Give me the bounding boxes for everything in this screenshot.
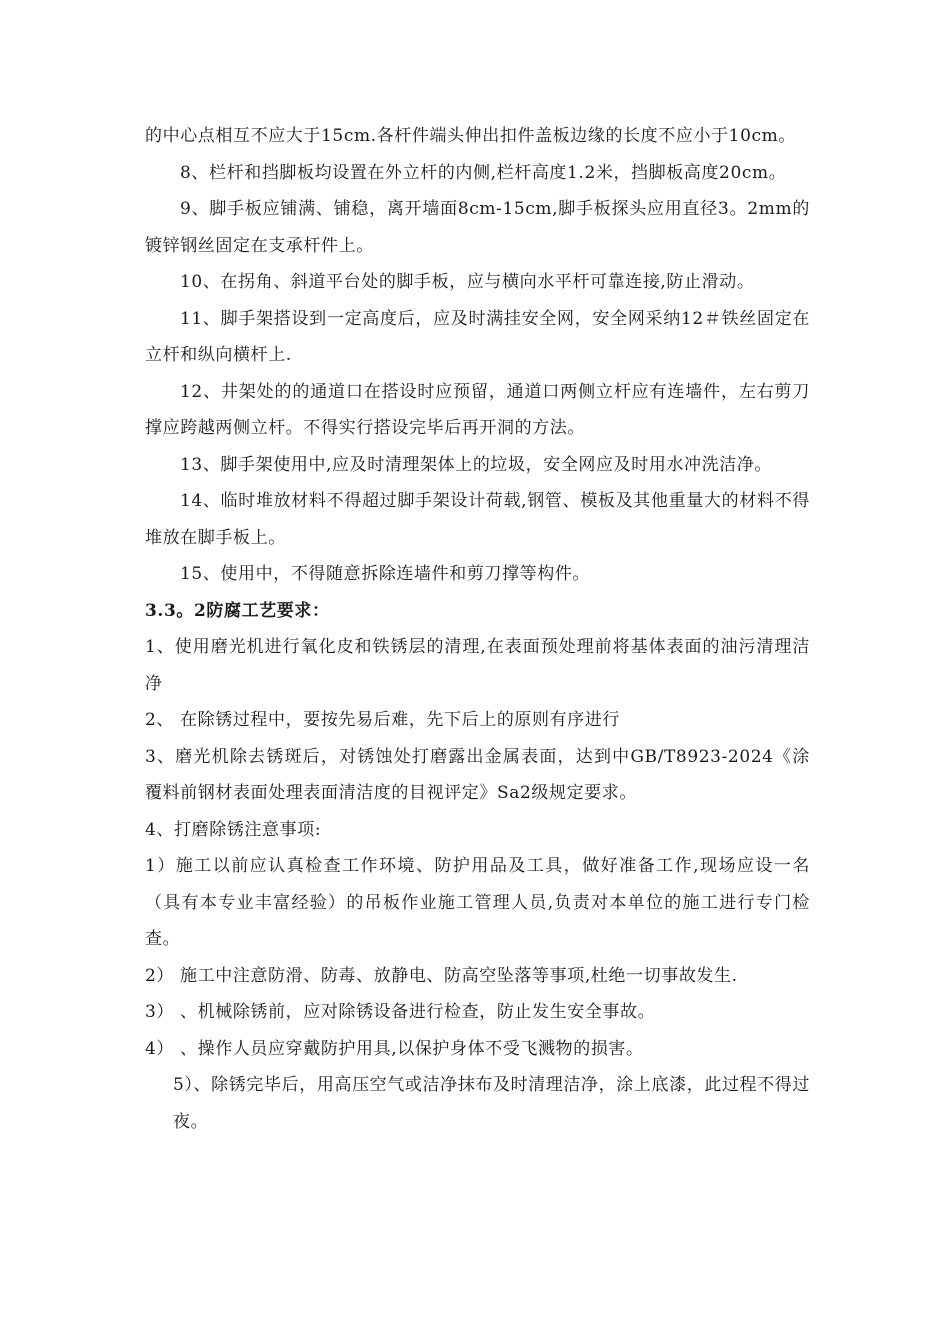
paragraph-item-11: 11、脚手架搭设到一定高度后，应及时满挂安全网，安全网采纳12＃铁丝固定在立杆和纵向横杆上. [145,308,810,365]
paragraph-item-15: 15、使用中，不得随意拆除连墙件和剪刀撑等构件。 [180,564,591,584]
paragraph-item-12: 12、井架处的的通道口在搭设时应预留，通道口两侧立杆应有连墙件，左右剪刀撑应跨越两侧立杆。不得实行搭设完毕后再开洞的方法。 [145,381,810,438]
paragraph-item-10: 10、在拐角、斜道平台处的脚手板，应与横向水平杆可靠连接,防止滑动。 [180,272,755,292]
list-item-3: 3、磨光机除去锈斑后，对锈蚀处打磨露出金属表面，达到中GB/T8923-2024《涂覆料前钢材表面处理表面清洁度的目视评定》Sa2级规定要求。 [145,746,810,803]
document-body [145,118,810,1140]
sub-item-5: 5）、除锈完毕后，用高压空气或洁净抹布及时清理洁净，涂上底漆，此过程不得过夜。 [173,1075,810,1132]
sub-item-2: 2） 施工中注意防滑、防毒、放静电、防高空坠落等事项,杜绝一切事故发生. [145,965,738,986]
paragraph-item-9: 9、脚手板应铺满、铺稳，离开墙面8cm-15cm,脚手板探头应用直径3。2mm的镀锌钢丝固定在支承杆件上。 [145,199,810,256]
list-item-1: 1、使用磨光机进行氧化皮和铁锈层的清理,在表面预处理前将基体表面的油污清理洁净 [145,637,810,694]
section-heading: 3.3。2防腐工艺要求： [145,600,330,621]
list-item-2: 2、 在除锈过程中，要按先易后难，先下后上的原则有序进行 [145,710,621,730]
paragraph-continuation: 的中心点相互不应大于15cm.各杆件端头伸出扣件盖板边缘的长度不应小于10cm。 [145,126,796,146]
paragraph-item-13: 13、脚手架使用中,应及时清理架体上的垃圾，安全网应及时用水冲洗洁净。 [180,454,773,475]
sub-item-4: 4） 、操作人员应穿戴防护用具,以保护身体不受飞溅物的损害。 [145,1038,644,1059]
paragraph-item-14: 14、临时堆放材料不得超过脚手架设计荷载,钢管、模板及其他重量大的材料不得堆放在脚手板上。 [145,491,810,548]
sub-item-1: 1）施工以前应认真检查工作环境、防护用品及工具，做好准备工作,现场应设一名（具有本专业丰富经验）的吊板作业施工管理人员,负责对本单位的施工进行专门检查。 [145,856,810,949]
paragraph-item-8: 8、栏杆和挡脚板均设置在外立杆的内侧,栏杆高度1.2米，挡脚板高度20cm。 [180,162,787,183]
list-item-4: 4、打磨除锈注意事项: [145,819,322,840]
sub-item-3: 3） 、机械除锈前，应对除锈设备进行检查，防止发生安全事故。 [145,1002,656,1022]
